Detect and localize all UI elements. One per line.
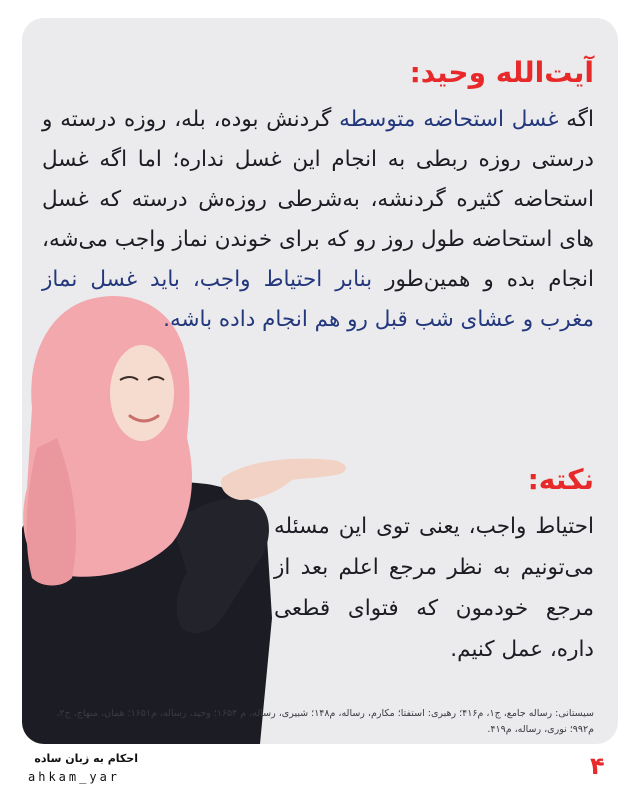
ruling-tail: بنابر احتیاط واجب، باید غسل نماز مغرب و عشای شب قبل رو هم انجام داده باشه. — [42, 267, 594, 332]
content-card — [22, 18, 618, 744]
note-text: احتیاط واجب، یعنی توی این مسئله می‌تونیم به نظر مرجع اعلم بعد از مرجع خودمون که فتوای قطعی داره، عمل کنیم. — [274, 514, 594, 662]
ruling-text-part1: اگه — [558, 107, 594, 132]
heading-ayatollah-vahid: آیت‌الله وحید: — [409, 56, 594, 89]
brand-handle: ahkam_yar — [28, 770, 121, 784]
note-heading: نکته: — [527, 463, 594, 496]
references: سیستانی: رساله جامع، ج۱، م۴۱۶؛ رهبری: استفتا؛ مکارم، رساله، م۱۴۸؛ شبیری، رساله، م ۱۶۵۴؛ وحید، رساله، م۱۶۵۱؛ همان، منهاج، ج۲، م۹۹۲؛ نوری، رساله، م۴۱۹. — [56, 708, 594, 735]
page-number: ۴ — [590, 752, 605, 780]
ruling-paragraph — [42, 100, 594, 340]
ruling-text-part2: گردنش بوده، بله، روزه درسته و درستی روزه ربطی به انجام این غسل نداره؛ اما اگه غسل استحاضه کثیره گردنشه، به‌شرطی روزه‌ش درسته که غسل های استحاضه طول روز رو که برای خوندن نماز واجب می‌شه، انجام بده و همین‌طور — [42, 107, 594, 292]
ruling-highlight: غسل استحاضه متوسطه — [339, 107, 559, 132]
brand-persian-name: احکام به زبان ساده — [34, 752, 138, 765]
